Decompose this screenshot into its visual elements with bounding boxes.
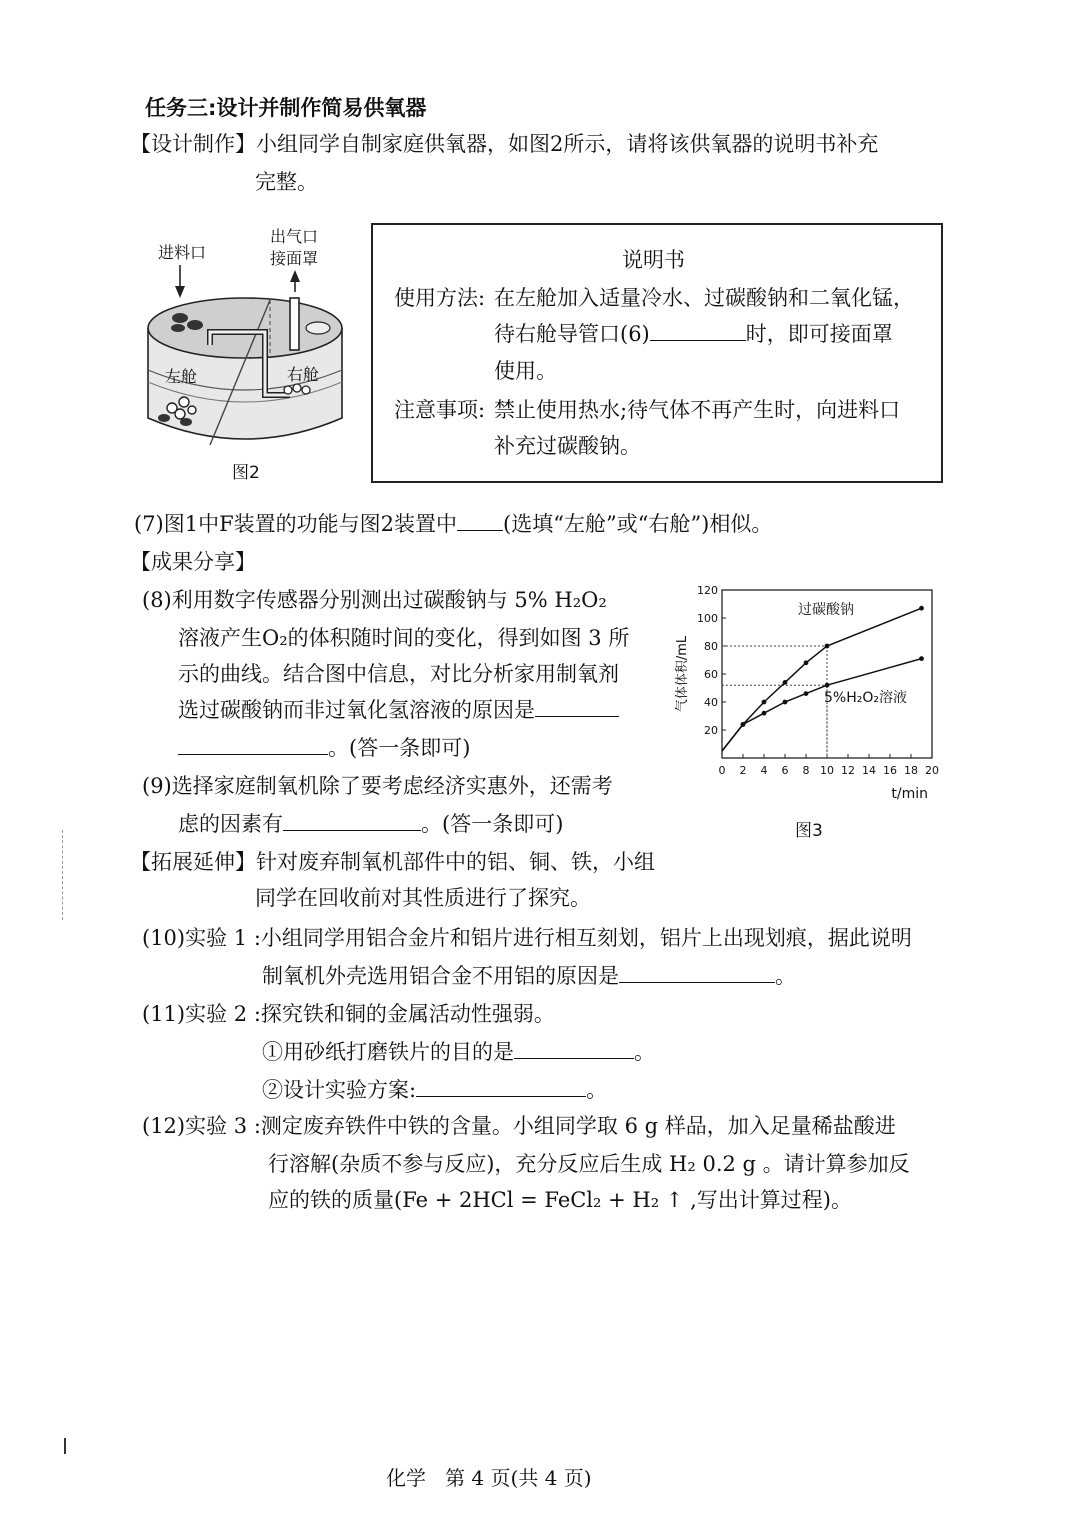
data-point (783, 700, 788, 705)
q9-line-1: (9)选择家庭制氧机除了要考虑经济实惠外，还需考 (142, 774, 613, 798)
answer-blank-6[interactable] (650, 320, 746, 341)
page-footer: 化学 第 4 页(共 4 页) (386, 1466, 592, 1490)
manual-title: 说明书 (622, 248, 685, 272)
right-cap (306, 322, 330, 334)
q9-line-2b: 。(答一条即可) (421, 812, 564, 836)
y-tick-label: 40 (704, 696, 718, 709)
data-point (762, 700, 767, 705)
x-tick-label: 16 (883, 764, 897, 777)
usage-line-3: 使用。 (494, 359, 557, 383)
y-tick-label: 20 (704, 724, 718, 737)
q8-line-5 (178, 734, 470, 762)
scan-margin-tick (64, 1438, 66, 1454)
data-point (804, 660, 809, 665)
bubble-icon (284, 386, 292, 394)
q10-line-1: (10)实验 1 :小组同学用铝合金片和铝片进行相互刻划，铝片上出现划痕，据此说明 (142, 926, 912, 950)
bubble-icon (175, 409, 185, 419)
inlet-hole (187, 320, 203, 330)
usage-line-1: 在左舱加入适量冷水、过碳酸钠和二氧化锰， (494, 286, 914, 310)
design-text-2: 完整。 (255, 170, 318, 194)
data-point (825, 644, 830, 649)
x-tick-label: 8 (802, 764, 810, 777)
extension-line-1: 针对废弃制氧机部件中的铝、铜、铁，小组 (256, 850, 655, 874)
q11-sub-2b: 。 (586, 1078, 608, 1102)
task3-title: 任务三:设计并制作简易供氧器 (145, 96, 427, 120)
usage-line-2b: 时，即可接面罩 (745, 322, 893, 346)
q8-line-1: (8)利用数字传感器分别测出过碳酸钠与 5% H₂O₂ (142, 588, 607, 612)
answer-blank-11b[interactable] (416, 1076, 586, 1097)
x-tick-label: 0 (718, 764, 726, 777)
q11-sub-2a: ②设计实验方案: (262, 1078, 417, 1102)
q10-line-2 (262, 962, 796, 990)
figure2-caption: 图2 (232, 463, 260, 483)
q12-line-1: (12)实验 3 :测定废弃铁件中铁的含量。小组同学取 6 g 样品，加入足量稀盐酸进 (142, 1114, 896, 1138)
solid-particle (158, 414, 170, 422)
q7-text-b: (选填“左舱”或“右舱”)相似。 (503, 512, 773, 536)
q7-text-a: (7)图1中F装置的功能与图2装置中 (134, 512, 458, 536)
series-line (722, 608, 922, 751)
series-label: 5%H₂O₂溶液 (824, 690, 907, 706)
answer-blank-8b[interactable] (178, 734, 328, 755)
answer-blank-7[interactable] (457, 510, 503, 531)
solid-particle (180, 418, 192, 426)
bubble-icon (188, 406, 196, 414)
bubble-icon (179, 397, 189, 407)
q9-line-2a: 虑的因素有 (178, 812, 283, 836)
answer-blank-8a[interactable] (535, 696, 619, 717)
notes-line-1: 禁止使用热水;待气体不再产生时，向进料口 (494, 398, 901, 422)
y-tick-label: 60 (704, 668, 718, 681)
inlet-hole (171, 324, 185, 332)
answer-blank-11a[interactable] (514, 1038, 634, 1059)
x-tick-label: 12 (841, 764, 855, 777)
data-point (762, 711, 767, 716)
data-point (825, 683, 830, 688)
usage-line-2a: 待右舱导管口(6) (494, 322, 650, 346)
data-point (919, 606, 924, 611)
x-tick-label: 18 (904, 764, 918, 777)
extension-line-2: 同学在回收前对其性质进行了探究。 (255, 886, 591, 910)
share-tag: 【成果分享】 (130, 550, 256, 574)
q11-sub-1 (262, 1038, 655, 1066)
y-tick-label: 100 (697, 612, 718, 625)
q8-line-4-text: 选过碳酸钠而非过氧化氢溶液的原因是 (178, 698, 535, 722)
question-7 (134, 510, 772, 538)
q9-line-2 (178, 810, 563, 838)
design-text-1: 小组同学自制家庭供氧器，如图2所示，请将该供氧器的说明书补充 (256, 132, 879, 156)
x-tick-label: 10 (820, 764, 834, 777)
series-label: 过碳酸钠 (798, 602, 854, 618)
q8-line-5-text: 。(答一条即可) (328, 736, 471, 760)
extension-tag: 【拓展延伸】 (130, 850, 256, 874)
data-point (804, 691, 809, 696)
x-tick-label: 2 (739, 764, 747, 777)
x-tick-label: 14 (862, 764, 876, 777)
x-axis-label: t/min (891, 786, 928, 802)
extension-paragraph (130, 848, 655, 876)
answer-blank-10[interactable] (619, 962, 775, 983)
label-left-chamber: 左舱 (165, 367, 198, 386)
y-tick-label: 120 (697, 584, 718, 597)
bubble-icon (293, 384, 301, 392)
q8-line-4 (178, 696, 619, 724)
outlet-arrow-icon (290, 270, 300, 282)
label-outlet-2: 接面罩 (270, 249, 319, 268)
q10-line-2b: 。 (775, 964, 796, 988)
label-outlet-1: 出气口 (270, 227, 319, 246)
bubble-icon (302, 386, 310, 394)
q11-sub-1a: ①用砂纸打磨铁片的目的是 (262, 1040, 514, 1064)
q11-sub-1b: 。 (634, 1040, 655, 1064)
y-tick-label: 80 (704, 640, 718, 653)
x-tick-label: 20 (925, 764, 939, 777)
y-axis-label: 气体体积/mL (675, 635, 690, 713)
data-point (783, 680, 788, 685)
q8-line-3: 示的曲线。结合图中信息，对比分析家用制氧剂 (178, 662, 619, 686)
q12-line-3: 应的铁的质量(Fe + 2HCl = FeCl₂ + H₂ ↑ ,写出计算过程)。 (268, 1188, 852, 1212)
inlet-arrow-icon (175, 286, 185, 298)
design-tag: 【设计制作】 (130, 132, 256, 156)
q12-line-2: 行溶解(杂质不参与反应)，充分反应后生成 H₂ 0.2 g 。请计算参加反 (268, 1152, 910, 1176)
notes-label: 注意事项: (394, 398, 486, 422)
q11-line-1: (11)实验 2 :探究铁和铜的金属活动性强弱。 (142, 1002, 555, 1026)
label-inlet: 进料口 (158, 243, 207, 262)
figure3-chart (668, 578, 958, 810)
q11-sub-2 (262, 1076, 607, 1104)
notes-line-2: 补充过碳酸钠。 (494, 434, 641, 458)
data-point (919, 656, 924, 661)
x-tick-label: 6 (781, 764, 789, 777)
outlet-tube (290, 298, 299, 350)
answer-blank-9[interactable] (283, 810, 421, 831)
usage-label: 使用方法: (394, 286, 486, 310)
q8-line-2: 溶液产生O₂的体积随时间的变化，得到如图 3 所 (178, 626, 630, 650)
design-paragraph (130, 130, 878, 158)
usage-line-2 (494, 320, 893, 348)
figure3-caption: 图3 (795, 821, 823, 841)
scan-margin-mark (62, 830, 64, 920)
data-point (741, 722, 746, 727)
q10-line-2a: 制氧机外壳选用铝合金不用铝的原因是 (262, 964, 619, 988)
x-tick-label: 4 (760, 764, 768, 777)
inlet-hole (172, 313, 188, 323)
label-right-chamber: 右舱 (287, 365, 320, 384)
